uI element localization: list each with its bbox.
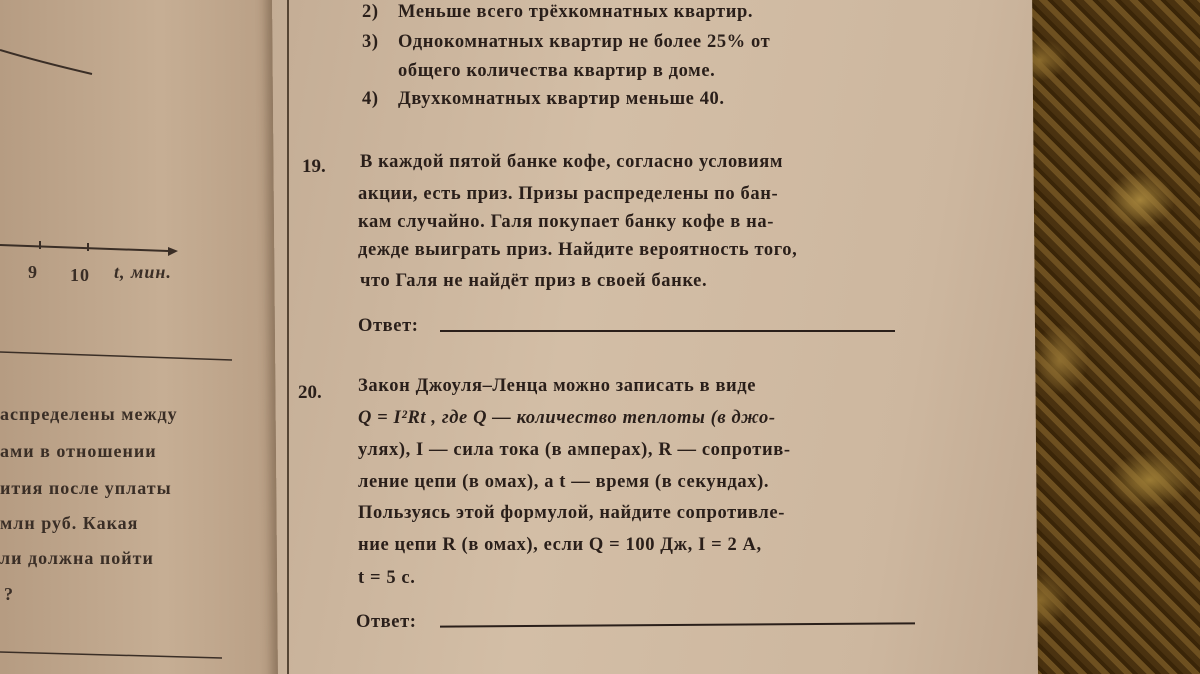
problem-20-line: ление цепи (в омах), а t — время (в секундах). xyxy=(358,472,770,492)
graph-axis-arrow-icon xyxy=(168,247,178,256)
problem-20-number: 20. xyxy=(298,382,322,403)
option-text: Однокомнатных квартир не более 25% от xyxy=(398,32,771,52)
left-bottom-line xyxy=(0,652,222,658)
left-fragment-line: ами в отношении xyxy=(0,441,157,461)
problem-20-line: t = 5 с. xyxy=(358,568,416,588)
problem-20-formula-line: Q = I²Rt , где Q — количество теплоты (в джо- xyxy=(358,408,776,428)
problem-20-line: Пользуясь этой формулой, найдите сопротивле- xyxy=(358,503,785,523)
problem-19-line: В каждой пятой банке кофе, согласно условиям xyxy=(360,152,784,172)
graph-fragment xyxy=(0,0,290,674)
graph-curve xyxy=(0,50,92,74)
option-number: 2) xyxy=(362,2,379,22)
problem-19-line: дежде выиграть приз. Найдите вероятность того, xyxy=(358,240,798,260)
problem-20-answer-label: Ответ: xyxy=(356,612,417,632)
problem-20-line: Закон Джоуля–Ленца можно записать в виде xyxy=(358,376,757,396)
page-margin-line xyxy=(287,0,289,674)
axis-tick-label-10: 10 xyxy=(70,265,90,285)
problem-19-line: кам случайно. Галя покупает банку кофе в на- xyxy=(358,212,774,232)
option-text: Двухкомнатных квартир меньше 40. xyxy=(398,89,725,109)
left-fragment-line: ? xyxy=(4,584,14,604)
problem-19-answer-label: Ответ: xyxy=(358,316,419,336)
left-fragment-line: ития после уплаты xyxy=(0,478,172,498)
problem-19-answer-line[interactable] xyxy=(440,330,895,332)
axis-label: t, мин. xyxy=(114,262,172,282)
option-number: 3) xyxy=(362,32,379,52)
left-fragment-line: млн руб. Какая xyxy=(0,513,139,533)
axis-tick-label-9: 9 xyxy=(28,262,38,282)
option-text: общего количества квартир в доме. xyxy=(398,61,716,81)
left-fragment-line: аспределены между xyxy=(0,404,178,424)
option-text: Меньше всего трёхкомнатных квартир. xyxy=(398,2,754,22)
problem-19-line: акции, есть приз. Призы распределены по бан- xyxy=(358,184,779,204)
problem-19-number: 19. xyxy=(302,156,326,177)
problem-19-line: что Галя не найдёт приз в своей банке. xyxy=(360,271,708,291)
problem-20-line: ние цепи R (в омах), если Q = 100 Дж, I = 2 А, xyxy=(358,535,762,555)
option-number: 4) xyxy=(362,89,379,109)
left-fragment-line: ли должна пойти xyxy=(0,548,154,568)
left-divider xyxy=(0,352,232,360)
graph-x-axis xyxy=(0,245,168,251)
problem-20-line: улях), I — сила тока (в амперах), R — сопротив- xyxy=(358,440,791,460)
